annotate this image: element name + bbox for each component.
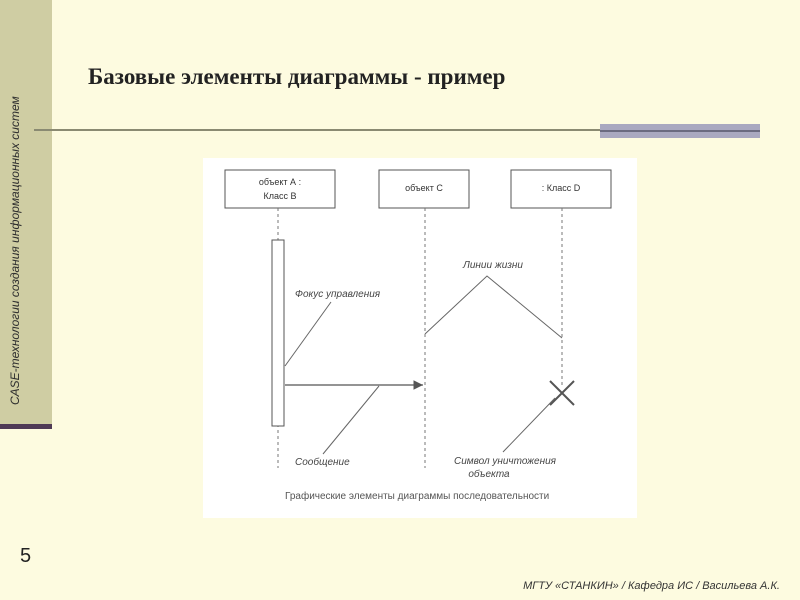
sequence-diagram [203,158,637,518]
sequence-diagram-figure [203,158,637,518]
slide-number: 5 [20,545,32,567]
message-label: Сообщение [295,457,350,468]
slide-title: Базовые элементы диаграммы - пример [88,64,506,89]
focus-of-control [272,240,284,426]
object-a-line2: Класс В [263,191,297,201]
lifelines-leader [425,276,562,338]
sidebar-accent-bar [0,424,52,429]
destroy-label-line2: объекта [468,469,510,480]
footer-text: МГТУ «СТАНКИН» / Кафедра ИС / Васильева А.К. [523,580,780,592]
lifelines-label: Линии жизни [463,260,523,271]
message-leader [323,386,379,454]
object-c-label: объект С [405,183,443,193]
diagram-caption: Графические элементы диаграммы последовательности [285,491,550,502]
title-rule-accent-line [600,130,760,132]
object-box-a [225,170,335,208]
object-d-label: : Класс D [541,183,581,193]
destroy-label-line1: Символ уничтожения [453,456,557,467]
object-a-line1: объект А : [258,177,302,187]
focus-leader [285,302,331,366]
title-rule [34,129,600,131]
destroy-leader [503,398,555,452]
focus-label: Фокус управления [295,289,381,300]
sidebar-caption: CASE-технологии создания информационных систем [8,96,22,405]
